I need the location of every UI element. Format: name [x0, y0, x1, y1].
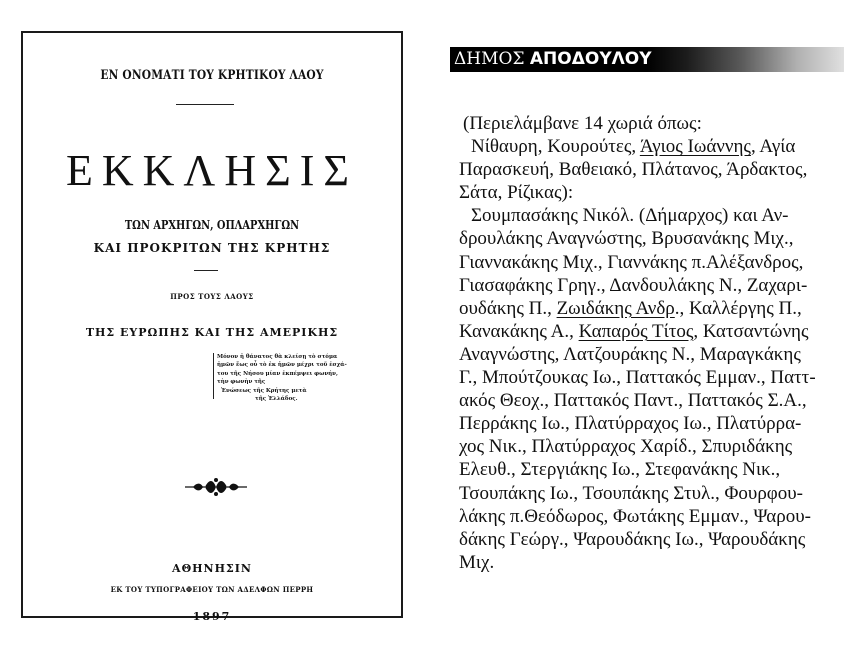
- body-line: [459, 297, 839, 320]
- name-text: Κανακάκης Α.,: [459, 320, 579, 342]
- intro-line: Σάτα, Ρίζικας):: [459, 182, 574, 204]
- intro-line: Παρασκευή, Βαθειακό, Πλάτανος, Άρδακτος,: [459, 159, 808, 181]
- cover-subtitle-4: ΤΗΣ ΕΥΡΩΠΗΣ ΚΑΙ ΤΗΣ ΑΜΕΡΙΚΗΣ: [85, 326, 339, 339]
- body-line: Γιαννακάκης Μιχ., Γιαννάκης π.Αλέξανδρος,: [459, 251, 804, 273]
- cover-quote: [217, 353, 367, 403]
- body-line: δρουλάκης Αναγνώστης, Βρυσανάκης Μιχ.,: [459, 228, 794, 250]
- ornament-icon: [183, 475, 249, 499]
- cover-quote-line: Μόνον ἡ θάνατος θὰ κλείσῃ τὸ στόμα: [217, 354, 338, 360]
- cover-subtitle-3: ΠΡΟΣ ΤΟΥΣ ΛΑΟΥΣ: [170, 292, 254, 301]
- cover-press: ΕΚ ΤΟΥ ΤΥΠΟΓΡΑΦΕΙΟΥ ΤΩΝ ΑΔΕΛΦΩΝ ΠΕΡΡΗ: [110, 585, 314, 594]
- cover-quote-line: τὴν φωνὴν τῆς: [217, 379, 266, 386]
- name-underlined: Καπαρός Τίτος: [578, 320, 694, 342]
- name-text: ουδάκης Π.,: [459, 297, 557, 319]
- body-line: Ελευθ., Στεργιάκης Ιω., Στεφανάκης Νικ.,: [459, 459, 781, 481]
- body-line: Γ., Μπούτζουκας Ιω., Παττακός Εμμαν., Παττ-: [459, 367, 816, 389]
- village-underlined: Άγιος Ιωάννης: [639, 136, 751, 158]
- body-line: Γιασαφάκης Γρηγ., Δανδουλάκης Ν., Ζαχαρι-: [459, 274, 808, 296]
- cover-quote-line: του τῆς Νήσου μίαν ἐκπέμψει φωνήν,: [217, 370, 338, 377]
- village-text: , Αγία: [750, 136, 796, 158]
- body-line: Περράκης Ιω., Πλατύρραχος Ιω., Πλατύρρα-: [459, 413, 802, 435]
- name-text: ., Καλλέργης Π.,: [674, 297, 802, 319]
- body-line: Σουμπασάκης Νικόλ. (Δήμαρχος) και Αν-: [471, 205, 789, 227]
- section-heading: [450, 47, 844, 72]
- cover-quote-line: Ἑνώσεως τῆς Κρήτης μετὰ: [221, 387, 307, 394]
- book-cover: [21, 31, 403, 623]
- cover-rule-top: [176, 104, 234, 105]
- body-line: ακός Θεοχ., Παττακός Παντ., Παττακός Σ.Α.,: [459, 390, 807, 412]
- cover-title: ΕΚΚΛΗΣΙΣ: [66, 146, 358, 195]
- heading-name: ΑΠΟΔΟΥΛΟΥ: [529, 49, 652, 69]
- quote-bracket: [213, 353, 214, 399]
- article-text: [459, 112, 839, 574]
- cover-quote-line: τῆς Ἑλλάδος.: [255, 396, 298, 403]
- body-line: χος Νικ., Πλατύρραχος Χαρίδ., Σπυριδάκης: [459, 436, 793, 458]
- village-text: Νίθαυρη, Κουρούτες,: [471, 136, 640, 158]
- cover-top-line: ΕΝ ΟΝΟΜΑΤΙ ΤΟΥ ΚΡΗΤΙΚΟΥ ΛΑΟΥ: [100, 68, 324, 83]
- cover-publisher-city: ΑΘΗΝΗΣΙΝ: [172, 562, 252, 575]
- cover-rule-middle: [194, 270, 218, 271]
- section-heading-text: [454, 50, 652, 69]
- heading-prefix: ΔΗΜΟΣ: [454, 49, 525, 69]
- body-line: δάκης Γεώργ., Ψαρουδάκης Ιω., Ψαρουδάκης: [459, 528, 806, 550]
- cover-subtitle-2: ΚΑΙ ΠΡΟΚΡΙΤΩΝ ΤΗΣ ΚΡΗΤΗΣ: [93, 241, 331, 255]
- body-line: λάκης π.Θεόδωρος, Φωτάκης Εμμαν., Ψαρου-: [459, 505, 811, 527]
- name-underlined: Ζωιδάκης Ανδρ: [556, 297, 675, 319]
- intro-line: (Περιελάμβανε 14 χωριά όπως:: [463, 113, 702, 134]
- cover-year: 1897: [192, 610, 232, 623]
- intro-line: [459, 135, 839, 158]
- body-line: Μιχ.: [459, 551, 495, 573]
- name-text: , Κατσαντώνης: [693, 320, 809, 342]
- body-line: Αναγνώστης, Λατζουράκης Ν., Μαραγκάκης: [459, 343, 801, 365]
- body-line: Τσουπάκης Ιω., Τσουπάκης Στυλ., Φουρφου-: [459, 482, 803, 504]
- cover-quote-line: ἡμῶν ἕως οὗ τὸ ἐκ ἡμῶν μέχρι τοῦ ἐσχά-: [217, 362, 347, 369]
- cover-subtitle-1: ΤΩΝ ΑΡΧΗΓΩΝ, ΟΠΛΑΡΧΗΓΩΝ: [124, 218, 300, 232]
- body-line: [459, 320, 839, 343]
